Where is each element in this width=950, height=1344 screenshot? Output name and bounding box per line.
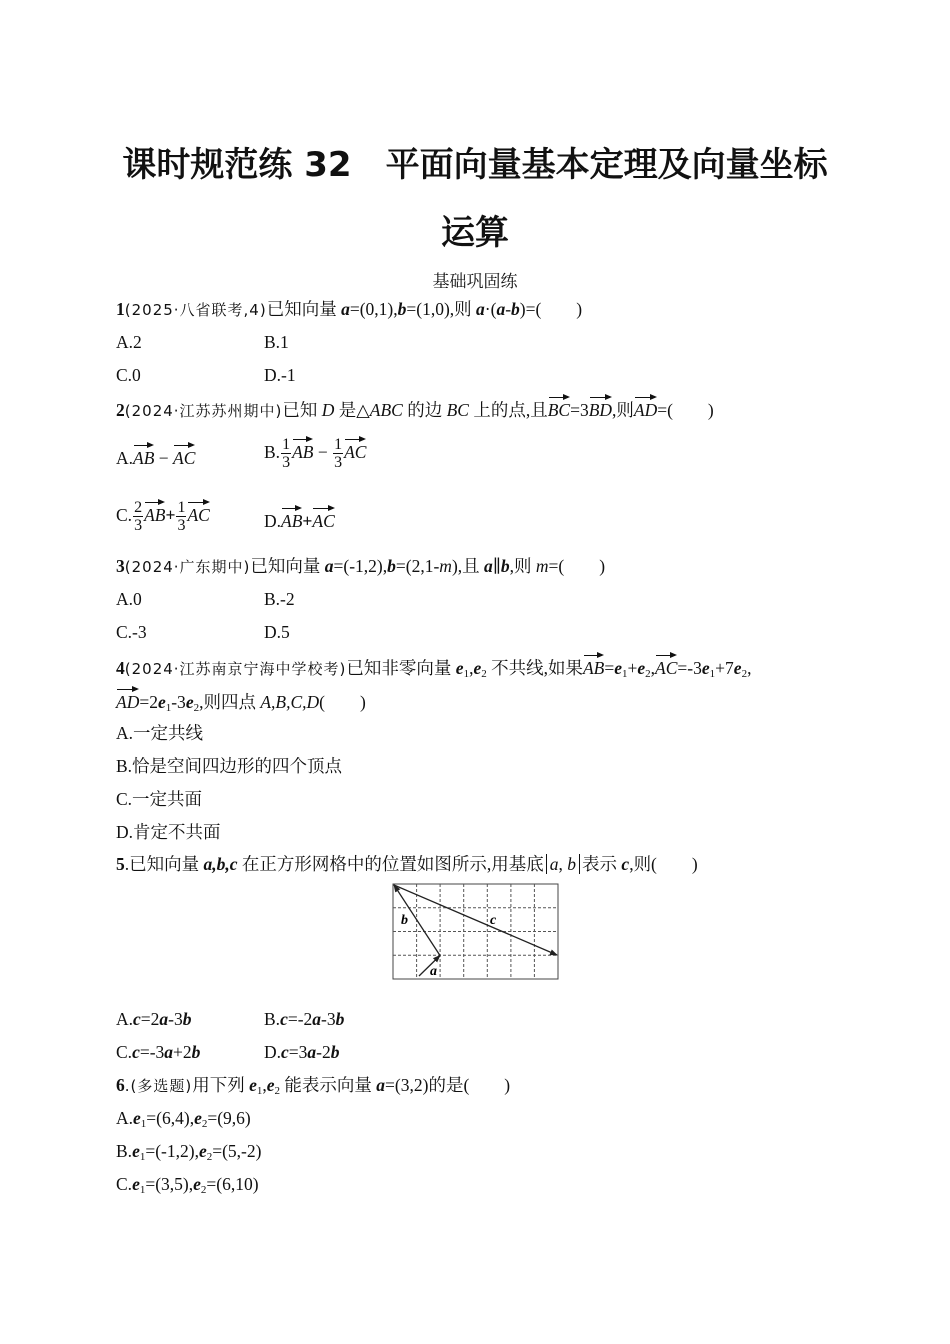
q6-option-b[interactable]: $B.e_1=(-1,2),e_2=(5,-2)$	[116, 1141, 262, 1163]
question-4-continued: $AD=2e_1-3e_2$,则四点 A,B,C,D( )	[116, 684, 366, 719]
q2-option-d[interactable]: D.AB+AC	[264, 503, 335, 532]
q3-option-d[interactable]: D.5	[264, 622, 290, 642]
question-3: 3(2024·广东期中)已知向量 a=(-1,2),b=(2,1-m),且 a∥b,则 m=( )	[116, 556, 606, 576]
q5-option-d[interactable]: D.c=3a-2b	[264, 1042, 340, 1062]
label-c: c	[490, 913, 497, 928]
q4-option-c[interactable]: C.一定共面	[116, 789, 203, 809]
q2-option-c[interactable]: C. $\frac{2}{3}$ AB+ $\frac{1}{3}$ AC	[116, 497, 210, 534]
q3-option-b[interactable]: B.-2	[264, 589, 295, 609]
q3-option-c[interactable]: C.-3	[116, 622, 147, 642]
q5-option-b[interactable]: B.c=-2a-3b	[264, 1009, 345, 1029]
q6-option-c[interactable]: $C.e_1=(3,5),e_2=(6,10)$	[116, 1174, 259, 1196]
vector-c-arrow	[394, 885, 557, 955]
q1-option-a[interactable]: A.2	[116, 332, 142, 352]
q4-option-d[interactable]: D.肯定不共面	[116, 822, 221, 842]
q4-option-a[interactable]: A.一定共线	[116, 723, 204, 743]
q4-option-b[interactable]: B.恰是空间四边形的四个顶点	[116, 756, 343, 776]
grid-lines	[393, 884, 558, 979]
question-5: 5.已知向量 a,b,c 在正方形网格中的位置如图所示,用基底 a, b 表示 c,则( )	[116, 854, 698, 874]
q6-option-a[interactable]: $A.e_1=(6,4),e_2=(9,6)$	[116, 1108, 251, 1130]
label-a: a	[430, 964, 437, 979]
q5-option-c[interactable]: C.c=-3a+2b	[116, 1042, 201, 1062]
q5-option-a[interactable]: A.c=2a-3b	[116, 1009, 192, 1029]
q1-option-c[interactable]: C.0	[116, 365, 141, 385]
label-b: b	[401, 913, 408, 928]
question-6: 6.(多选题)用下列 $e_1,e_2$ 能表示向量 a=(3,2)的是( )	[116, 1075, 511, 1097]
question-2: 2(2024·江苏苏州期中)已知 D 是△ABC 的边 BC 上的点,且BC=3BD,则AD=( )	[116, 392, 714, 422]
q1-option-d[interactable]: D.-1	[264, 365, 296, 385]
vector-grid-figure	[388, 880, 562, 984]
q1-option-b[interactable]: B.1	[264, 332, 289, 352]
question-4: 4(2024·江苏南京宁海中学校考)已知非零向量 $e_1,e_2$ 不共线,如果$AB=e_1+e_2,AC=-3e_1+7e_2$,	[116, 650, 751, 685]
q2-option-b[interactable]: B. $\frac{1}{3}$ AB − $\frac{1}{3}$ AC	[264, 434, 366, 471]
page-title-continued: 运算	[441, 213, 509, 253]
q3-option-a[interactable]: A.0	[116, 589, 142, 609]
question-1: 1(2025·八省联考,4)已知向量 a=(0,1),b=(1,0),则 a·(a-b)=( )	[116, 299, 583, 319]
section-heading: 基础巩固练	[432, 272, 518, 292]
q2-option-a[interactable]: A.AB − AC	[116, 440, 195, 469]
page-title: 课时规范练 32 平面向量基本定理及向量坐标	[122, 145, 828, 185]
